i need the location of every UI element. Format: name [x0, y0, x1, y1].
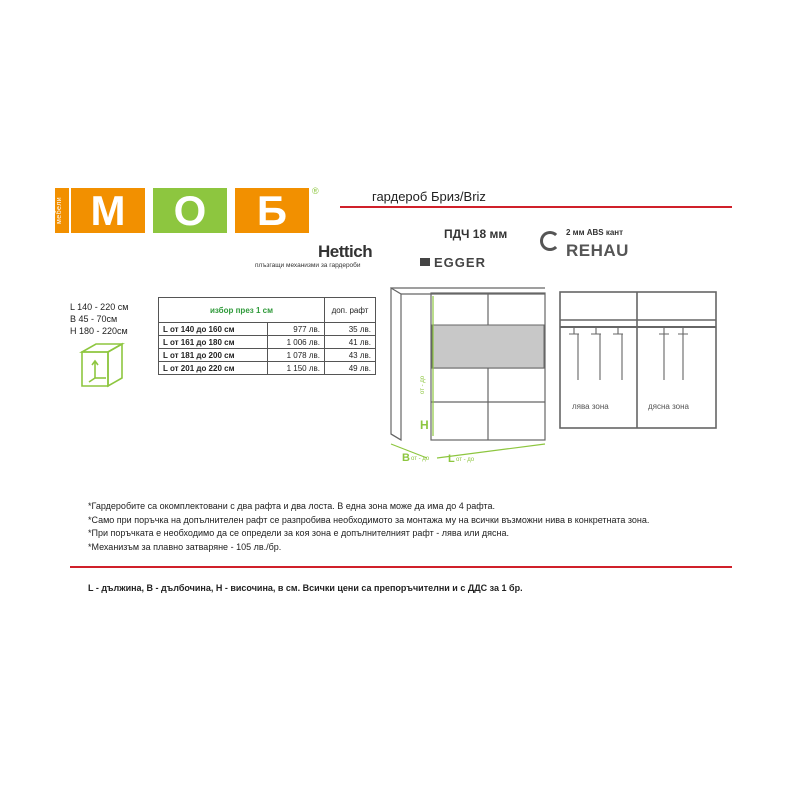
note-line: *При поръчката е необходимо да се определи за коя зона е допълнителният рафт - лява или дясна. — [88, 528, 509, 538]
row-shelf-price: 49 лв. — [325, 362, 376, 375]
row-shelf-price: 41 лв. — [325, 336, 376, 349]
wardrobe-side-panel — [391, 288, 401, 440]
hettich-logo: Hettich — [318, 242, 373, 261]
length-range: от - до — [456, 457, 475, 463]
dimension-ranges — [70, 301, 128, 337]
depth-letter: B — [402, 452, 410, 464]
rehau-ring-icon — [540, 231, 560, 251]
logo-side-text: мебели — [56, 196, 63, 225]
depth-range: от - до — [411, 456, 430, 462]
logo-letter-o: О — [173, 187, 207, 234]
row-price: 1 006 лв. — [268, 336, 325, 349]
header-choice: избор през 1 см — [159, 298, 325, 323]
note-line: *Само при поръчка на допълнителен рафт се разпробива необходимото за монтажа му на всички възможни нива в конкретната зона. — [88, 514, 650, 525]
footer-legend: L - дължина, B - дълбочина, H - височина, в см. Всички цени са препоръчителни и с ДДС за 1 бр. — [88, 583, 523, 593]
footer-divider-line — [70, 566, 732, 568]
logo-letter-b: Б — [256, 187, 288, 234]
hangers-right — [659, 328, 688, 380]
note-line: *Механизъм за плавно затваряне - 105 лв./бр. — [88, 541, 282, 552]
edge-label: 2 мм ABS кант — [566, 228, 624, 237]
row-price: 977 лв. — [268, 323, 325, 336]
rehau-logo: REHAU — [566, 241, 629, 260]
egger-logo-text: EGGER — [434, 255, 486, 270]
hettich-subtitle: плъзгащи механизми за гардероби — [255, 262, 361, 269]
left-zone-label: лява зона — [572, 402, 609, 411]
row-range: L от 161 до 180 см — [159, 336, 268, 349]
logo-side-strip — [55, 188, 69, 233]
row-range: L от 201 до 220 см — [159, 362, 268, 375]
table-row — [159, 362, 376, 375]
right-zone-label: дясна зона — [648, 402, 689, 411]
dimension-height: H 180 - 220см — [70, 326, 128, 336]
cube-dimensions-icon — [78, 340, 128, 392]
length-letter: L — [448, 453, 455, 465]
logo-letter-m: М — [90, 187, 126, 234]
note-line: *Гардеробите са окомплектовани с два рафта и два лоста. В една зона може да има до 4 рафта. — [88, 501, 495, 511]
price-table-header — [159, 298, 376, 323]
logo-letter-box-3 — [235, 188, 309, 233]
page-title: гардероб Бриз/Briz — [372, 189, 486, 204]
dimension-depth: B 45 - 70см — [70, 314, 118, 324]
notes-block — [88, 500, 649, 554]
table-row — [159, 323, 376, 336]
dimension-length: L 140 - 220 см — [70, 302, 129, 312]
logo-registered-mark: ® — [312, 186, 319, 196]
header-shelf: доп. рафт — [325, 298, 376, 323]
height-range: от - до — [420, 375, 426, 394]
logo-letter-box-1 — [71, 188, 145, 233]
table-row — [159, 349, 376, 362]
height-letter: H — [420, 418, 429, 432]
row-price: 1 150 лв. — [268, 362, 325, 375]
row-price: 1 078 лв. — [268, 349, 325, 362]
hangers-left — [569, 328, 623, 380]
table-row — [159, 336, 376, 349]
row-range: L от 140 до 160 см — [159, 323, 268, 336]
price-table — [158, 297, 376, 375]
row-shelf-price: 43 лв. — [325, 349, 376, 362]
row-range: L от 181 до 200 см — [159, 349, 268, 362]
wardrobe-exterior-drawing — [385, 284, 555, 469]
title-divider-line — [340, 206, 732, 208]
door-glass-panel — [432, 325, 544, 368]
logo-letter-box-2 — [153, 188, 227, 233]
egger-logo — [420, 255, 486, 270]
row-shelf-price: 35 лв. — [325, 323, 376, 336]
material-label: ПДЧ 18 мм — [444, 227, 508, 241]
